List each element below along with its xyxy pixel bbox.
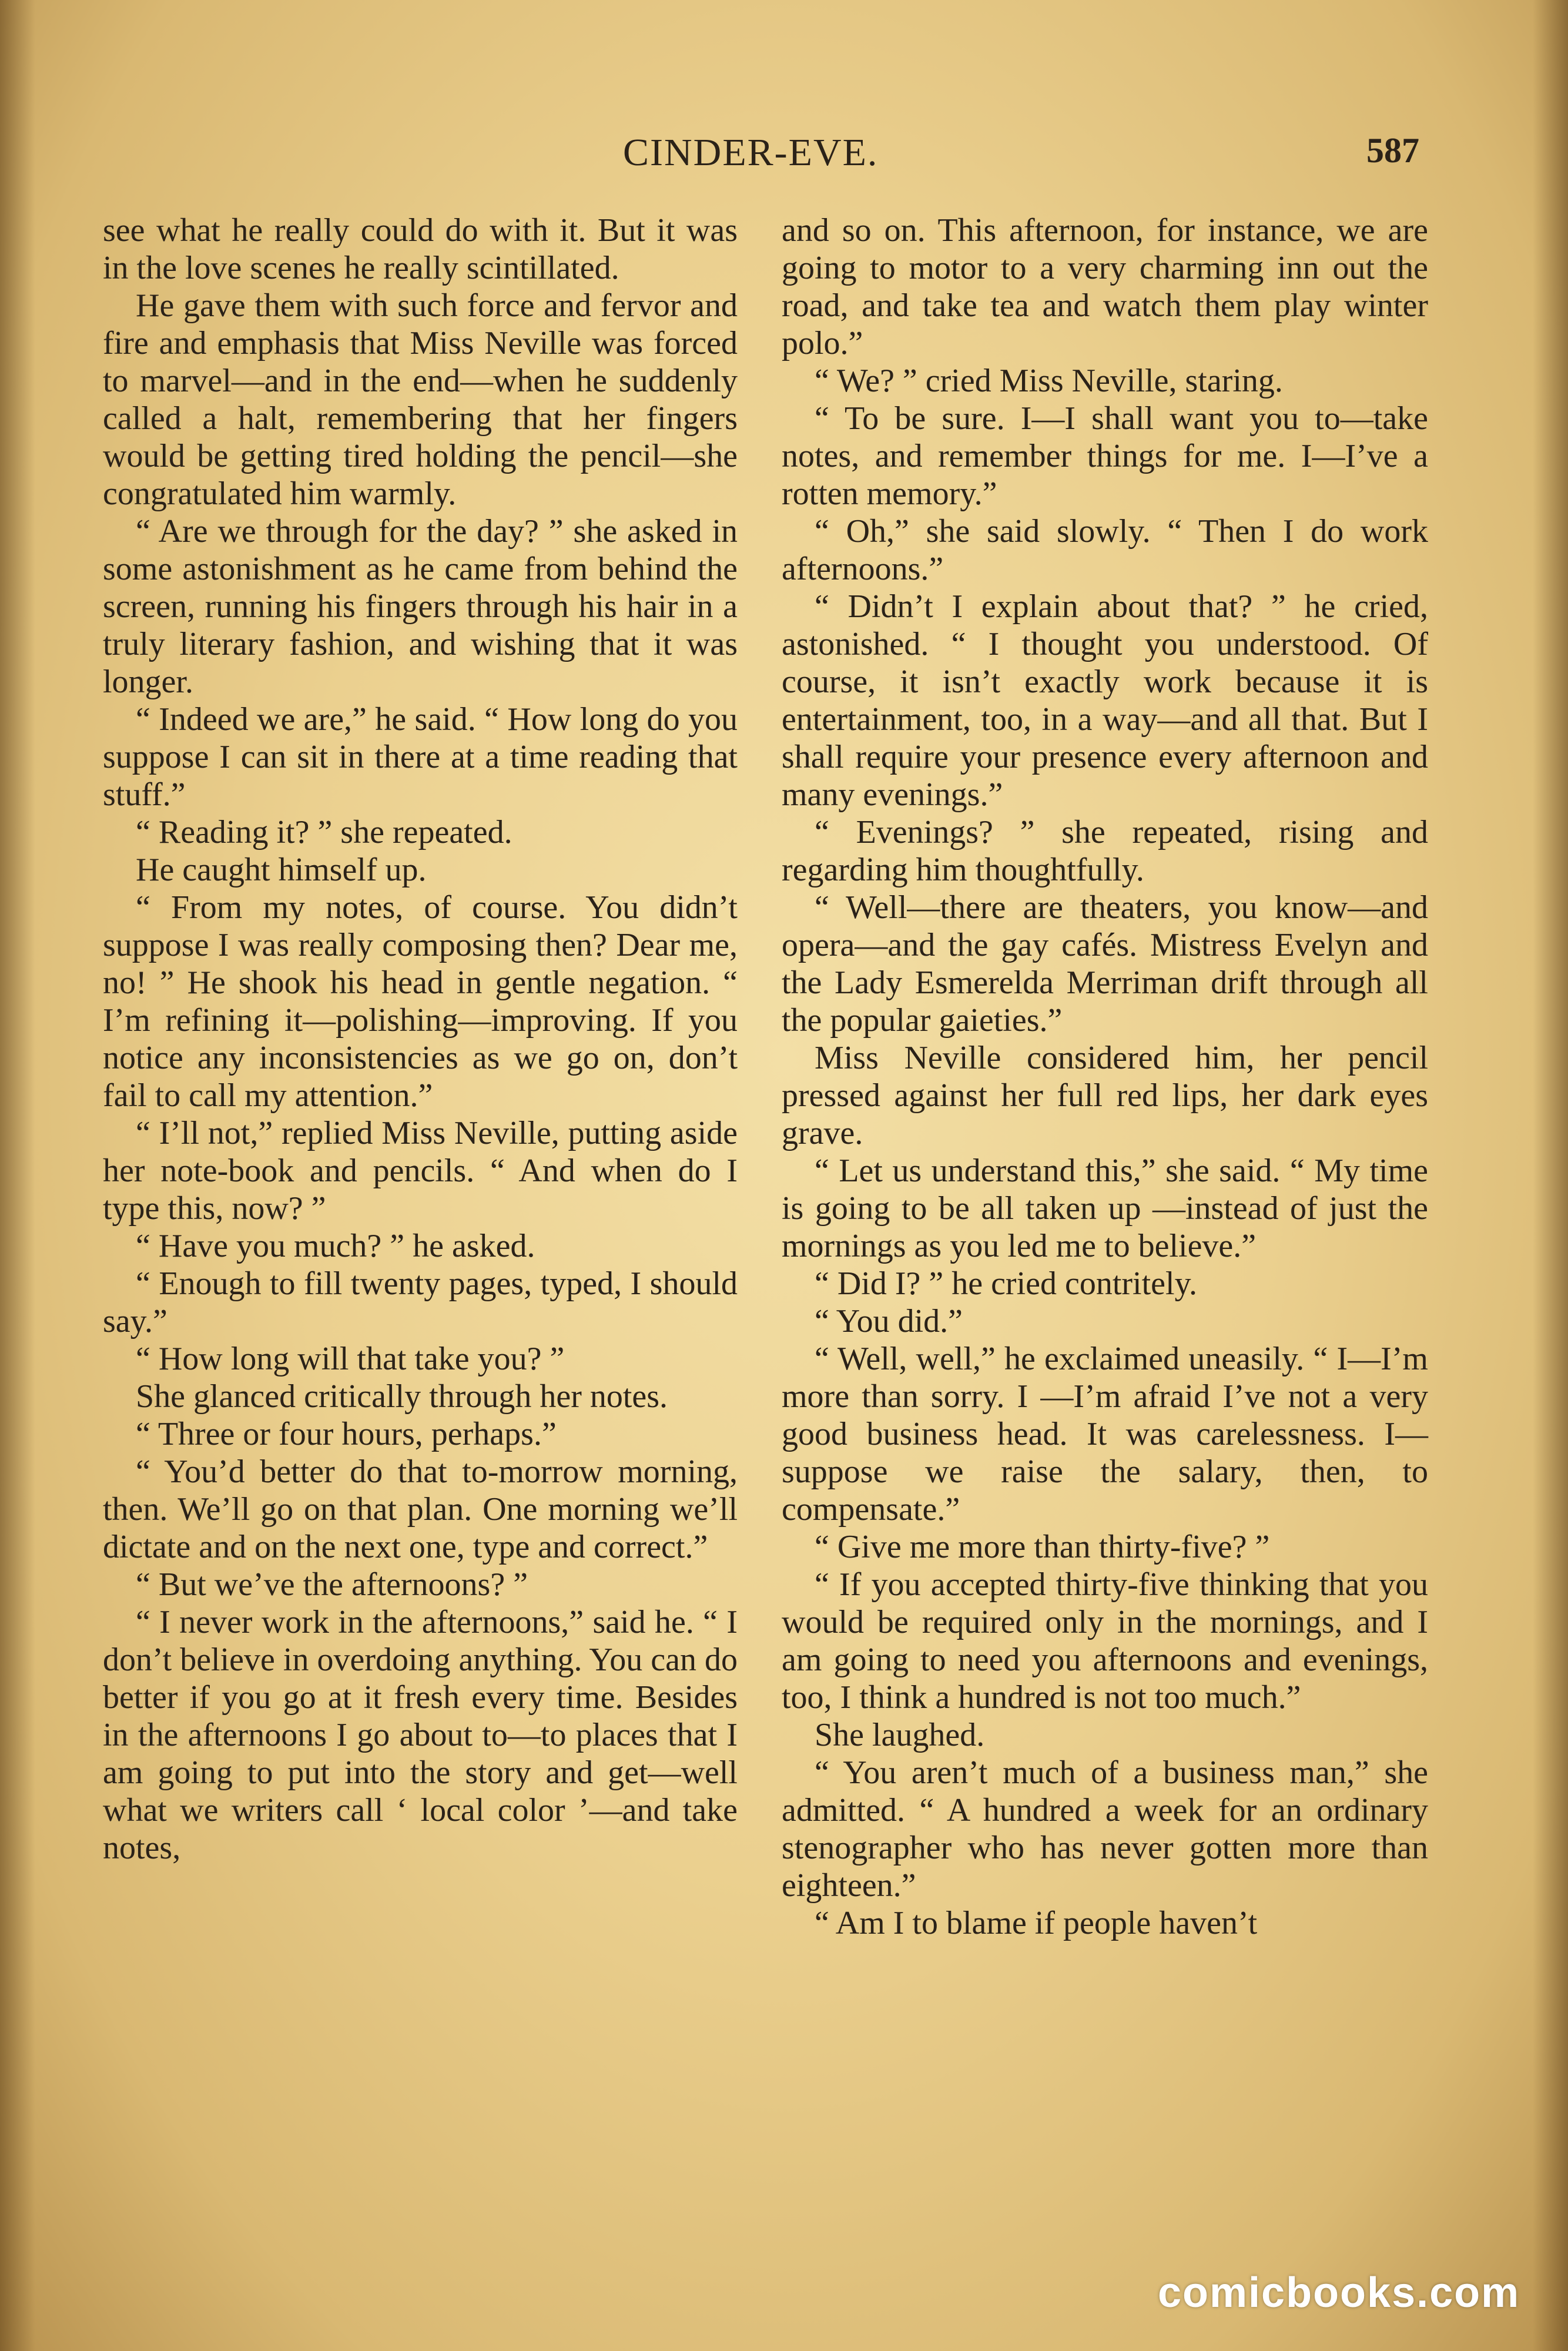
paragraph: “ We? ” cried Miss Neville, staring. <box>815 363 1283 399</box>
paragraph: “ Enough to fill twenty pages, typed, I should say.” <box>103 1265 738 1339</box>
paragraph: “ To be sure. I—I shall want you to—take notes, and remember things for me. I—I’ve a rotten memory.” <box>782 400 1428 512</box>
left-text-column <box>103 212 738 1867</box>
paragraph: “ Are we through for the day? ” she asked in some astonishment as he came from behind the screen, running his fingers through his hair in a truly literary fashion, and wishing that it was longer. <box>103 513 738 700</box>
paragraph: “ You’d better do that to-morrow morning, then. We’ll go on that plan. One morning we’ll dictate and on the next one, type and correct.” <box>103 1454 738 1565</box>
paragraph: “ Didn’t I explain about that? ” he cried, astonished. “ I thought you understood. Of course, it isn’t exactly work because it is entertainment, too, in a way—and all that. But I shall require your presence every afternoon and many evenings.” <box>782 588 1428 813</box>
right-page-edge-shadow <box>1533 0 1568 2351</box>
paragraph: “ I’ll not,” replied Miss Neville, putting aside her note-book and pencils. “ And when do I type this, now? ” <box>103 1115 738 1227</box>
paragraph: “ Well, well,” he exclaimed uneasily. “ I—I’m more than sorry. I —I’m afraid I’ve not a very good business head. It was carelessness. I—suppose we raise the salary, then, to compensate.” <box>782 1341 1428 1528</box>
paragraph: Miss Neville considered him, her pencil pressed against her full red lips, her dark eyes grave. <box>782 1040 1428 1151</box>
paragraph: He gave them with such force and fervor and fire and emphasis that Miss Neville was forced to marvel—and in the end—when he suddenly called a halt, remembering that her fingers would be getting tired holding the pencil—she congratulated him warmly. <box>103 287 738 512</box>
paragraph: “ Did I? ” he cried contritely. <box>815 1265 1197 1302</box>
watermark: comicbooks.com <box>1158 2269 1520 2316</box>
running-head: CINDER-EVE. <box>623 131 879 174</box>
paragraph: “ Have you much? ” he asked. <box>136 1228 535 1264</box>
paragraph: “ I never work in the afternoons,” said he. “ I don’t believe in overdoing anything. You can do better if you go at it fresh every time. Besides in the afternoons I go about to—to places that I am going to put into the story and get—well what we writers call ‘ local color ’—and take notes, <box>103 1604 738 1866</box>
paragraph: “ From my notes, of course. You didn’t suppose I was really composing then? Dear me, no! ” He shook his head in gentle negation. “ I’m refining it—polishing—improving. If you notice any inconsistencies as we go on, don’t fail to call my attention.” <box>103 889 738 1114</box>
paragraph: “ Give me more than thirty-five? ” <box>815 1529 1270 1565</box>
paragraph: “ Oh,” she said slowly. “ Then I do work afternoons.” <box>782 513 1428 587</box>
paragraph: He caught himself up. <box>136 852 427 888</box>
paragraph: “ Let us understand this,” she said. “ My time is going to be all taken up —instead of just the mornings as you led me to believe.” <box>782 1153 1428 1264</box>
paragraph: “ You aren’t much of a business man,” she admitted. “ A hundred a week for an ordinary stenographer who has never gotten more than eighteen.” <box>782 1754 1428 1904</box>
paragraph: She glanced critically through her notes. <box>136 1378 668 1415</box>
paragraph: “ Am I to blame if people haven’t <box>815 1905 1258 1941</box>
paragraph: “ Reading it? ” she repeated. <box>136 814 512 850</box>
paragraph: “ Evenings? ” she repeated, rising and regarding him thoughtfully. <box>782 814 1428 888</box>
paragraph: see what he really could do with it. But it was in the love scenes he really scintillated. <box>103 212 738 286</box>
paragraph: “ Three or four hours, perhaps.” <box>136 1416 557 1452</box>
paragraph: and so on. This afternoon, for instance, we are going to motor to a very charming inn out the road, and take tea and watch them play winter polo.” <box>782 212 1428 361</box>
paragraph: “ Well—there are theaters, you know—and opera—and the gay cafés. Mistress Evelyn and the Lady Esmerelda Merriman drift through all the popular gaieties.” <box>782 889 1428 1039</box>
paragraph: “ How long will that take you? ” <box>136 1341 565 1377</box>
paragraph: She laughed. <box>815 1717 985 1753</box>
paragraph: “ If you accepted thirty-five thinking that you would be required only in the mornings, and I am going to need you afternoons and evenings, too, I think a hundred is not too much.” <box>782 1566 1428 1716</box>
right-text-column <box>782 212 1428 1942</box>
paragraph: “ You did.” <box>815 1303 963 1339</box>
paragraph: “ But we’ve the afternoons? ” <box>136 1566 528 1603</box>
paragraph: “ Indeed we are,” he said. “ How long do you suppose I can sit in there at a time reading that stuff.” <box>103 701 738 813</box>
left-page-edge-shadow <box>0 0 35 2351</box>
page-number: 587 <box>1366 131 1419 170</box>
